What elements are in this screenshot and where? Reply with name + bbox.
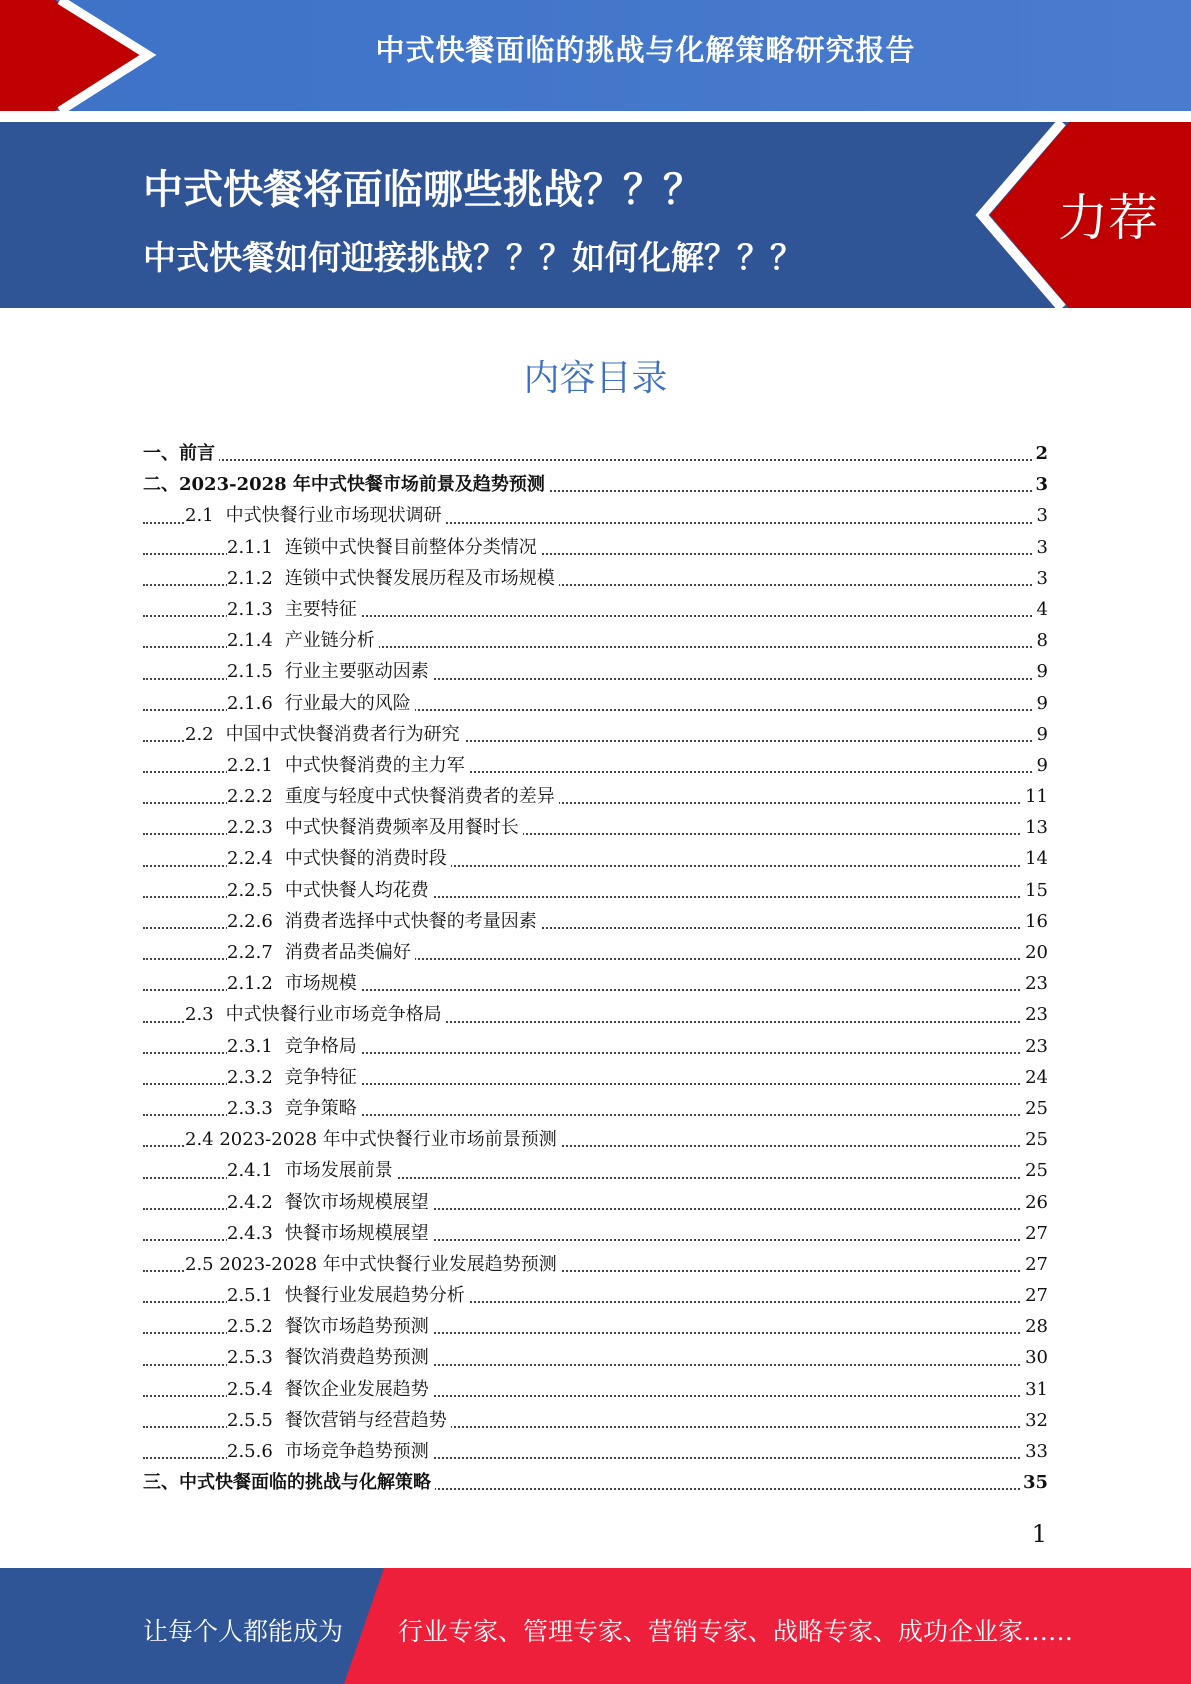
toc-entry-number: 2.5.3 — [227, 1347, 273, 1369]
toc-entry-number: 2.5.4 — [227, 1378, 273, 1400]
toc-entry-number: 2.1.3 — [227, 598, 273, 620]
toc-entry-number: 2.3.2 — [227, 1066, 273, 1088]
toc-entry-page: 9 — [1034, 656, 1048, 687]
toc-entry-label — [227, 1218, 433, 1249]
toc-entry-number: 2.1.4 — [227, 630, 273, 652]
toc-entry-text: 2.4 2023-2028 年中式快餐行业市场前景预测 — [185, 1129, 557, 1151]
toc-entry-text: 中式快餐消费的主力军 — [284, 754, 465, 776]
toc-entry-text: 竞争格局 — [284, 1035, 357, 1057]
toc-entry-label — [227, 875, 433, 906]
toc-entry-number: 2.2.5 — [227, 879, 273, 901]
toc-entry-number: 2.2.3 — [227, 817, 273, 839]
toc-entry-text: 竞争特征 — [284, 1066, 357, 1088]
toc-entry-text: 餐饮企业发展趋势 — [284, 1378, 429, 1400]
toc-entry[interactable] — [143, 843, 1048, 874]
toc-entry-text: 连锁中式快餐目前整体分类情况 — [284, 536, 537, 558]
toc-entry-text: 中式快餐行业市场竞争格局 — [225, 1004, 442, 1026]
toc-entry-page: 11 — [1022, 781, 1048, 812]
toc-entry-label — [185, 1124, 561, 1155]
toc-entry-text: 行业主要驱动因素 — [284, 661, 429, 683]
toc-entry[interactable] — [143, 1062, 1048, 1093]
toc-entry[interactable] — [143, 594, 1048, 625]
toc-entry-page: 25 — [1022, 1124, 1048, 1155]
toc-entry-page: 26 — [1022, 1187, 1048, 1218]
toc-entry-page: 27 — [1022, 1218, 1048, 1249]
toc-entry-page: 25 — [1022, 1155, 1048, 1186]
toc-entry-label — [185, 500, 446, 531]
toc-entry-text: 快餐行业发展趋势分析 — [284, 1285, 465, 1307]
toc-entry-page: 16 — [1022, 906, 1048, 937]
toc-entry-page: 8 — [1034, 625, 1048, 656]
toc-entry-page: 9 — [1034, 688, 1048, 719]
toc-entry-number: 2.1.6 — [227, 692, 273, 714]
toc-entry-label — [227, 688, 415, 719]
toc-entry-label — [227, 1280, 469, 1311]
page-number: 1 — [1031, 1520, 1047, 1548]
toc-entry-text: 中式快餐行业市场现状调研 — [225, 505, 442, 527]
toc-entry-number: 2.5.1 — [227, 1285, 273, 1307]
toc-entry[interactable] — [143, 1031, 1048, 1062]
toc-entry-page: 33 — [1022, 1436, 1048, 1467]
toc-entry-page: 2 — [1032, 438, 1048, 469]
toc-entry-number: 2.5.5 — [227, 1409, 273, 1431]
hero-badge-decoration — [0, 122, 1191, 308]
toc-entry-label — [227, 906, 541, 937]
toc-entry-page: 32 — [1022, 1405, 1048, 1436]
toc-entry-page: 27 — [1022, 1280, 1048, 1311]
toc-entry-label — [227, 1062, 361, 1093]
toc-entry-page: 3 — [1032, 469, 1048, 500]
toc-entry-label — [227, 1405, 451, 1436]
toc-entry-page: 3 — [1034, 500, 1048, 531]
toc-entry[interactable] — [143, 688, 1048, 719]
toc-entry-label — [185, 719, 464, 750]
toc-entry-text: 一、前言 — [143, 443, 215, 464]
toc-entry-text: 行业最大的风险 — [284, 692, 411, 714]
toc-entry[interactable] — [143, 500, 1048, 531]
toc-entry-text: 主要特征 — [284, 598, 357, 620]
toc-entry[interactable] — [143, 906, 1048, 937]
toc-entry-text: 市场发展前景 — [284, 1160, 393, 1182]
toc-entry[interactable] — [143, 1280, 1048, 1311]
toc-entry[interactable] — [143, 625, 1048, 656]
toc-entry-label — [227, 563, 559, 594]
toc-entry[interactable] — [143, 1467, 1048, 1498]
toc-entry-label — [227, 1187, 433, 1218]
toc-entry-label — [227, 1436, 433, 1467]
toc-entry[interactable] — [143, 1124, 1048, 1155]
toc-entry-page: 31 — [1022, 1374, 1048, 1405]
toc-entry-number: 2.1 — [185, 505, 214, 527]
toc-entry-page: 23 — [1022, 999, 1048, 1030]
toc-entry-number: 2.1.2 — [227, 567, 273, 589]
footer-slogan-left: 让每个人都能成为 — [143, 1617, 344, 1646]
toc-entry-number: 2.3.3 — [227, 1097, 273, 1119]
toc-entry[interactable] — [143, 999, 1048, 1030]
toc-entry-label — [227, 843, 451, 874]
toc-entry-label — [227, 594, 361, 625]
toc-entry[interactable] — [143, 1342, 1048, 1373]
toc-entry-text: 餐饮营销与经营趋势 — [284, 1409, 447, 1431]
toc-entry[interactable] — [143, 563, 1048, 594]
toc-entry-label — [143, 438, 219, 469]
toc-entry-label — [143, 1467, 435, 1498]
toc-entry-page: 23 — [1022, 968, 1048, 999]
toc-entry-label — [227, 1311, 433, 1342]
hero-headline: 中式快餐将面临哪些挑战？？？ — [143, 167, 703, 213]
toc-entry[interactable] — [143, 781, 1048, 812]
toc-entry-text: 市场竞争趋势预测 — [284, 1441, 429, 1462]
toc-entry-label — [185, 999, 446, 1030]
toc-entry-text: 餐饮消费趋势预测 — [284, 1347, 429, 1369]
toc-entry-label — [227, 1031, 361, 1062]
toc-entry[interactable] — [143, 532, 1048, 563]
toc-entry-text: 重度与轻度中式快餐消费者的差异 — [284, 786, 555, 808]
toc-entry[interactable] — [143, 1187, 1048, 1218]
toc-entry-number: 2.4.3 — [227, 1222, 273, 1244]
toc-entry-text: 中式快餐消费频率及用餐时长 — [284, 817, 519, 839]
toc-entry-text: 2.5 2023-2028 年中式快餐行业发展趋势预测 — [185, 1253, 557, 1275]
toc-entry-page: 13 — [1022, 812, 1048, 843]
toc-entry[interactable] — [143, 1218, 1048, 1249]
toc-entry-page: 14 — [1022, 843, 1048, 874]
toc-entry-text: 二、2023-2028 年中式快餐市场前景及趋势预测 — [143, 474, 545, 496]
toc-entry[interactable] — [143, 968, 1048, 999]
toc-entry-label — [227, 625, 379, 656]
toc-entry[interactable] — [143, 1249, 1048, 1280]
toc-entry-label — [143, 469, 549, 500]
toc-entry-page: 23 — [1022, 1031, 1048, 1062]
toc-entry-page: 25 — [1022, 1093, 1048, 1124]
toc-entry-page: 30 — [1022, 1342, 1048, 1373]
toc-entry-number: 2.4.1 — [227, 1160, 273, 1182]
toc-entry[interactable] — [143, 719, 1048, 750]
toc-entry-text: 中式快餐人均花费 — [284, 879, 429, 901]
toc-entry-text: 产业链分析 — [284, 630, 375, 652]
toc-entry-number: 2.2 — [185, 723, 214, 745]
toc-entry-label — [227, 781, 559, 812]
toc-entry-number: 2.2.2 — [227, 786, 273, 808]
toc-entry-label — [227, 812, 523, 843]
report-title: 中式快餐面临的挑战与化解策略研究报告 — [375, 33, 916, 67]
toc-entry[interactable] — [143, 812, 1048, 843]
toc-entry-text: 连锁中式快餐发展历程及市场规模 — [284, 567, 555, 589]
toc-entry-label — [185, 1249, 561, 1280]
toc-entry-label — [227, 656, 433, 687]
toc-entry-page: 35 — [1020, 1467, 1048, 1498]
toc-entry-text: 消费者选择中式快餐的考量因素 — [284, 910, 537, 932]
toc-entry[interactable] — [143, 1436, 1048, 1467]
toc-entry-number: 2.1.1 — [227, 536, 273, 558]
toc-entry-number: 2.2.7 — [227, 942, 273, 963]
toc-entry-number: 2.3 — [185, 1004, 214, 1026]
toc-title: 内容目录 — [523, 358, 668, 399]
toc-entry[interactable] — [143, 750, 1048, 781]
toc-entry-number: 2.4.2 — [227, 1191, 273, 1213]
toc-entry-label — [227, 532, 541, 563]
hero-subheadline: 中式快餐如何迎接挑战？？？如何化解？？？ — [143, 238, 803, 277]
toc-entry-text: 快餐市场规模展望 — [284, 1222, 429, 1244]
toc-entry[interactable] — [143, 438, 1048, 469]
toc-entry-label — [227, 1093, 361, 1124]
toc-entry-number: 2.2.6 — [227, 910, 273, 932]
toc-entry-page: 3 — [1034, 532, 1048, 563]
toc-entry-text: 中国中式快餐消费者行为研究 — [225, 723, 460, 745]
toc-entry-text: 竞争策略 — [284, 1097, 357, 1119]
toc-entry-text: 市场规模 — [284, 973, 357, 995]
toc-entry-page: 24 — [1022, 1062, 1048, 1093]
toc-entry-label — [227, 750, 469, 781]
toc-entry-page: 3 — [1034, 563, 1048, 594]
toc-entry[interactable] — [143, 1405, 1048, 1436]
toc-entry[interactable] — [143, 1093, 1048, 1124]
toc-entry-text: 餐饮市场规模展望 — [284, 1191, 429, 1213]
toc-entry[interactable] — [143, 469, 1048, 500]
toc-entry-number: 2.2.1 — [227, 754, 273, 776]
toc-entry-label — [227, 937, 415, 968]
table-of-contents — [143, 438, 1048, 1498]
toc-entry[interactable] — [143, 1155, 1048, 1186]
toc-entry-number: 2.1.5 — [227, 661, 273, 683]
toc-entry[interactable] — [143, 1311, 1048, 1342]
toc-entry[interactable] — [143, 937, 1048, 968]
toc-entry-number: 2.5.6 — [227, 1441, 273, 1462]
toc-entry-page: 4 — [1034, 594, 1048, 625]
toc-leader-dots — [143, 459, 1048, 461]
toc-entry-page: 15 — [1022, 875, 1048, 906]
toc-entry-label — [227, 1342, 433, 1373]
toc-entry-number: 2.5.2 — [227, 1316, 273, 1338]
toc-entry-text: 餐饮市场趋势预测 — [284, 1316, 429, 1338]
toc-entry[interactable] — [143, 1374, 1048, 1405]
toc-entry-number: 2.2.4 — [227, 848, 273, 870]
toc-entry-page: 9 — [1034, 750, 1048, 781]
toc-entry-page: 28 — [1022, 1311, 1048, 1342]
toc-entry-page: 27 — [1022, 1249, 1048, 1280]
toc-entry-text: 三、中式快餐面临的挑战与化解策略 — [143, 1472, 431, 1494]
toc-entry-text: 消费者品类偏好 — [284, 942, 411, 963]
toc-entry-text: 中式快餐的消费时段 — [284, 848, 447, 870]
toc-entry[interactable] — [143, 875, 1048, 906]
toc-entry[interactable] — [143, 656, 1048, 687]
recommend-badge: 力荐 — [1058, 189, 1158, 247]
toc-entry-label — [227, 1374, 433, 1405]
toc-entry-page: 20 — [1022, 937, 1048, 968]
toc-entry-label — [227, 968, 361, 999]
footer-slogan-right: 行业专家、管理专家、营销专家、战略专家、成功企业家…… — [398, 1617, 1074, 1646]
toc-entry-label — [227, 1155, 397, 1186]
toc-entry-page: 9 — [1034, 719, 1048, 750]
toc-entry-number: 2.1.2 — [227, 973, 273, 995]
toc-entry-number: 2.3.1 — [227, 1035, 273, 1057]
